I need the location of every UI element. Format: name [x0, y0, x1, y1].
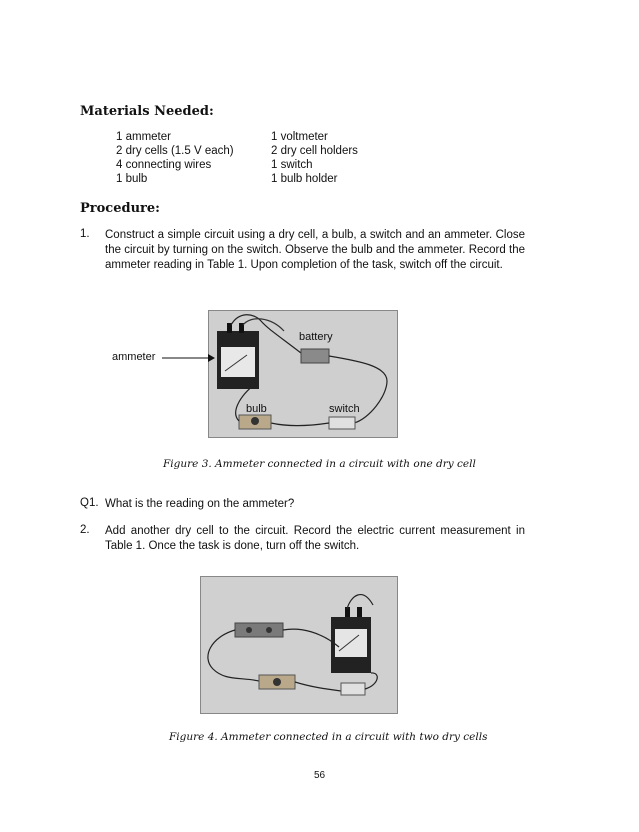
list-item: 2 dry cell holders [271, 145, 358, 157]
list-item: 1 bulb [116, 173, 148, 185]
step2-number: 2. [80, 524, 90, 536]
procedure-heading: Procedure: [80, 201, 160, 216]
list-item: 1 voltmeter [271, 131, 328, 143]
ammeter-label: ammeter [112, 351, 156, 363]
materials-right-list [271, 130, 358, 186]
materials-left-list [116, 130, 234, 186]
figure3-photo [208, 310, 398, 438]
list-item: 1 ammeter [116, 131, 171, 143]
list-item: 2 dry cells (1.5 V each) [116, 145, 234, 157]
switch-label: switch [329, 403, 360, 415]
circuit-photo-one-cell [209, 311, 397, 437]
q1-text: What is the reading on the ammeter? [105, 498, 295, 510]
bulb-label: bulb [246, 403, 267, 415]
circuit-photo-two-cells [201, 577, 397, 713]
ammeter-pointer-arrow [160, 352, 216, 364]
step1-number: 1. [80, 228, 90, 240]
list-item: 1 bulb holder [271, 173, 338, 185]
page-number: 56 [313, 770, 326, 781]
figure3-caption: Figure 3. Ammeter connected in a circuit with one dry cell [163, 458, 476, 470]
q1-number: Q1. [80, 497, 99, 509]
battery-label: battery [299, 331, 333, 343]
step2-text: Add another dry cell to the circuit. Record the electric current measurement in Table 1. Once the task is done, turn off the switch. [105, 525, 525, 552]
figure4-caption: Figure 4. Ammeter connected in a circuit with two dry cells [169, 731, 488, 743]
step1-text: Construct a simple circuit using a dry cell, a bulb, a switch and an ammeter. Close the circuit by turning on the switch. Observe the bulb and the ammeter. Record the ammeter reading in Table 1. Upon completion of the task, switch off the circuit. [105, 229, 525, 271]
figure4-photo [200, 576, 398, 714]
materials-heading: Materials Needed: [80, 104, 214, 119]
list-item: 1 switch [271, 159, 313, 171]
list-item: 4 connecting wires [116, 159, 212, 171]
